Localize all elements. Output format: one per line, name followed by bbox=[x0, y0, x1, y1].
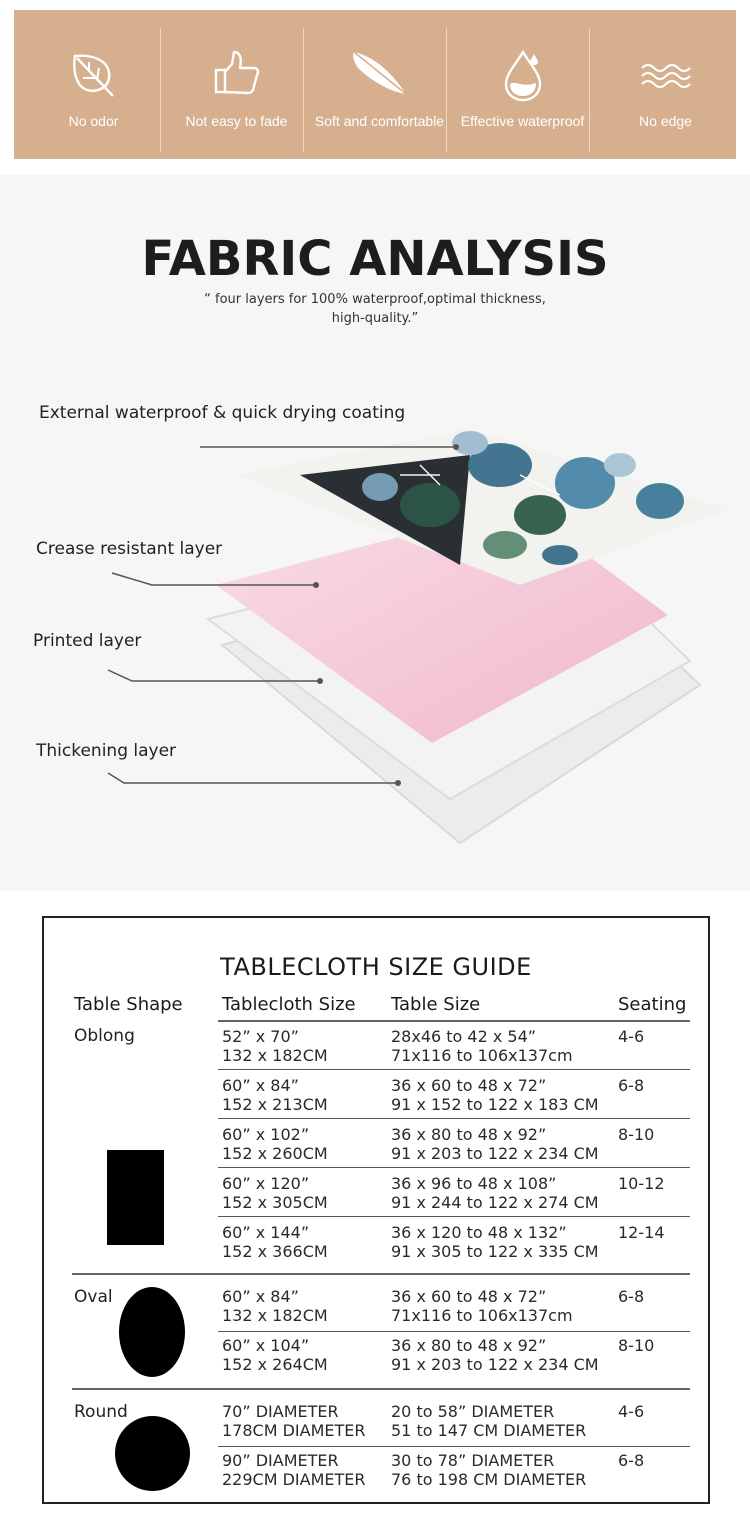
seating-cell: 6-8 bbox=[618, 1287, 645, 1306]
table-row bbox=[391, 1076, 599, 1114]
header-rule bbox=[218, 1020, 690, 1022]
cell-text: 36 x 60 to 48 x 72” bbox=[391, 1076, 547, 1095]
layer-label-printed: Printed layer bbox=[33, 631, 142, 651]
divider bbox=[160, 28, 161, 152]
row-divider bbox=[218, 1216, 690, 1217]
row-divider bbox=[218, 1167, 690, 1168]
table-row bbox=[222, 1125, 328, 1163]
feature-label: Soft and comfortable bbox=[314, 113, 445, 129]
size-guide-table bbox=[42, 916, 710, 1504]
feature-effective-waterproof bbox=[451, 28, 594, 144]
size-guide-title: TABLECLOTH SIZE GUIDE bbox=[220, 953, 532, 981]
cell-text: 229CM DIAMETER bbox=[222, 1470, 366, 1489]
shape-oblong-label: Oblong bbox=[74, 1026, 135, 1046]
cell-text: 51 to 147 CM DIAMETER bbox=[391, 1421, 587, 1440]
cell-text: 76 to 198 CM DIAMETER bbox=[391, 1470, 587, 1489]
cell-text: 36 x 80 to 48 x 92” bbox=[391, 1125, 547, 1144]
cell-text: 36 x 80 to 48 x 92” bbox=[391, 1336, 547, 1355]
row-divider bbox=[218, 1118, 690, 1119]
table-row bbox=[391, 1451, 586, 1489]
cell-text: 71x116 to 106x137cm bbox=[391, 1046, 573, 1065]
cell-text: 91 x 203 to 122 x 234 CM bbox=[391, 1355, 599, 1374]
fabric-analysis-section bbox=[0, 175, 750, 891]
table-row bbox=[391, 1174, 599, 1212]
cell-text: 60” x 102” bbox=[222, 1125, 310, 1144]
cell-text: 52” x 70” bbox=[222, 1027, 299, 1046]
cell-text: 20 to 58” DIAMETER bbox=[391, 1402, 555, 1421]
section-title: FABRIC ANALYSIS bbox=[141, 231, 609, 287]
feature-soft-comfortable bbox=[308, 28, 451, 144]
thumbs-up-icon bbox=[212, 48, 262, 100]
layer-label-coating: External waterproof & quick drying coating bbox=[39, 403, 406, 423]
feature-banner bbox=[14, 10, 736, 159]
cell-text: 91 x 203 to 122 x 234 CM bbox=[391, 1144, 599, 1163]
cell-text: 152 x 260CM bbox=[222, 1144, 328, 1163]
feature-label: Not easy to fade bbox=[185, 113, 288, 129]
header-table-shape: Table Shape bbox=[74, 994, 183, 1015]
table-row bbox=[222, 1223, 328, 1261]
row-divider bbox=[218, 1331, 690, 1332]
feature-no-odor bbox=[22, 28, 165, 144]
cell-text: 36 x 60 to 48 x 72” bbox=[391, 1287, 547, 1306]
table-row bbox=[222, 1027, 328, 1065]
table-row bbox=[391, 1125, 599, 1163]
cell-text: 91 x 305 to 122 x 335 CM bbox=[391, 1242, 599, 1261]
cell-text: 132 x 182CM bbox=[222, 1046, 328, 1065]
seating-cell: 6-8 bbox=[618, 1076, 645, 1095]
table-row bbox=[222, 1076, 328, 1114]
cell-text: 36 x 120 to 48 x 132” bbox=[391, 1223, 567, 1242]
round-shape-icon bbox=[115, 1416, 190, 1491]
leaf-icon bbox=[69, 48, 119, 100]
cell-text: 60” x 144” bbox=[222, 1223, 310, 1242]
table-row bbox=[222, 1336, 328, 1374]
table-row bbox=[391, 1223, 599, 1261]
table-row bbox=[391, 1287, 573, 1325]
cell-text: 70” DIAMETER bbox=[222, 1402, 339, 1421]
feature-label: No odor bbox=[68, 113, 119, 129]
water-drop-icon bbox=[498, 48, 548, 102]
cell-text: 91 x 244 to 122 x 274 CM bbox=[391, 1193, 599, 1212]
cell-text: 60” x 104” bbox=[222, 1336, 310, 1355]
layer-label-crease: Crease resistant layer bbox=[36, 539, 223, 559]
table-row bbox=[222, 1174, 328, 1212]
divider bbox=[446, 28, 447, 152]
seating-cell: 6-8 bbox=[618, 1451, 645, 1470]
table-row bbox=[222, 1287, 328, 1325]
cell-text: 152 x 366CM bbox=[222, 1242, 328, 1261]
table-row bbox=[222, 1402, 366, 1440]
shape-oval-label: Oval bbox=[74, 1287, 113, 1307]
seating-cell: 10-12 bbox=[618, 1174, 665, 1193]
cell-text: 60” x 120” bbox=[222, 1174, 310, 1193]
layer-label-thickening: Thickening layer bbox=[36, 741, 177, 761]
cell-text: 91 x 152 to 122 x 183 CM bbox=[391, 1095, 599, 1114]
feature-no-edge bbox=[594, 28, 737, 144]
cell-text: 36 x 96 to 48 x 108” bbox=[391, 1174, 557, 1193]
cell-text: 60” x 84” bbox=[222, 1287, 299, 1306]
cell-text: 30 to 78” DIAMETER bbox=[391, 1451, 555, 1470]
seating-cell: 4-6 bbox=[618, 1402, 645, 1421]
cell-text: 28x46 to 42 x 54” bbox=[391, 1027, 537, 1046]
feature-label: No edge bbox=[639, 113, 692, 129]
fabric-layers-illustration bbox=[0, 175, 750, 891]
pointer-line-thickening bbox=[108, 773, 398, 783]
cell-text: 132 x 182CM bbox=[222, 1306, 328, 1325]
seating-cell: 8-10 bbox=[618, 1125, 655, 1144]
cell-text: 178CM DIAMETER bbox=[222, 1421, 366, 1440]
group-divider bbox=[72, 1273, 690, 1275]
cell-text: 90” DIAMETER bbox=[222, 1451, 339, 1470]
row-divider bbox=[218, 1069, 690, 1070]
waves-icon bbox=[638, 48, 694, 100]
seating-cell: 4-6 bbox=[618, 1027, 645, 1046]
feature-label: Effective waterproof bbox=[460, 113, 585, 129]
shape-round-label: Round bbox=[74, 1402, 128, 1422]
header-table-size: Table Size bbox=[391, 994, 481, 1015]
oval-shape-icon bbox=[119, 1287, 185, 1377]
oblong-shape-icon bbox=[107, 1150, 164, 1245]
cell-text: 60” x 84” bbox=[222, 1076, 299, 1095]
feature-not-easy-to-fade bbox=[165, 28, 308, 144]
section-quote: “ four layers for 100% waterproof,optimal thickness, high-quality.” bbox=[204, 292, 546, 326]
table-row bbox=[391, 1027, 573, 1065]
header-tablecloth-size: Tablecloth Size bbox=[222, 994, 356, 1015]
divider bbox=[589, 28, 590, 152]
seating-cell: 8-10 bbox=[618, 1336, 655, 1355]
table-row bbox=[391, 1402, 586, 1440]
divider bbox=[303, 28, 304, 152]
table-row bbox=[391, 1336, 599, 1374]
cell-text: 152 x 213CM bbox=[222, 1095, 328, 1114]
cell-text: 152 x 264CM bbox=[222, 1355, 328, 1374]
seating-cell: 12-14 bbox=[618, 1223, 665, 1242]
table-row bbox=[222, 1451, 366, 1489]
group-divider bbox=[72, 1388, 690, 1390]
feather-icon bbox=[350, 48, 410, 100]
cell-text: 71x116 to 106x137cm bbox=[391, 1306, 573, 1325]
cell-text: 152 x 305CM bbox=[222, 1193, 328, 1212]
header-seating: Seating bbox=[618, 994, 687, 1015]
row-divider bbox=[218, 1446, 690, 1447]
